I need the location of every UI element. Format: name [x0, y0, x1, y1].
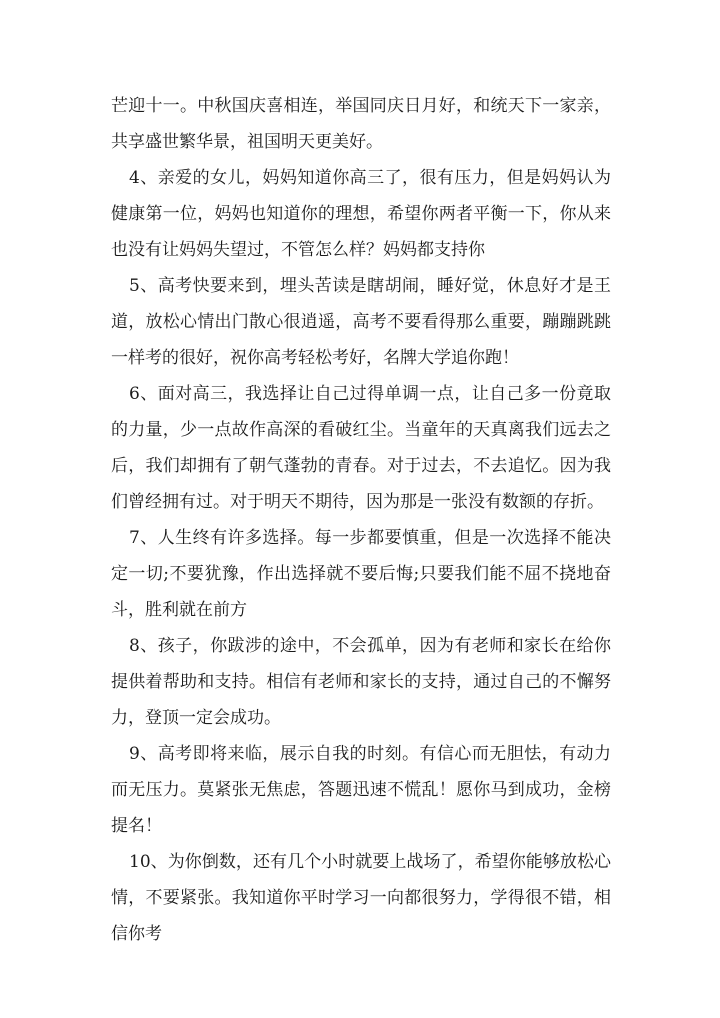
paragraph-item-9: 9、高考即将来临，展示自我的时刻。有信心而无胆怯，有动力而无压力。莫紧张无焦虑，答题迅速不慌乱！愿你马到成功，金榜提名！ — [111, 744, 611, 836]
paragraph-item-4: 4、亲爱的女儿，妈妈知道你高三了，很有压力，但是妈妈认为健康第一位，妈妈也知道你的理想，希望你两者平衡一下，你从来也没有让妈妈失望过，不管怎么样？妈妈都支持你 — [111, 168, 611, 260]
paragraph-item-8: 8、孩子，你跋涉的途中，不会孤单，因为有老师和家长在给你提供着帮助和支持。相信有老师和家长的支持，通过自己的不懈努力，登顶一定会成功。 — [111, 636, 611, 728]
paragraph-item-7: 7、人生终有许多选择。每一步都要慎重，但是一次选择不能决定一切;不要犹豫，作出选择就不要后悔;只要我们能不屈不挠地奋斗，胜利就在前方 — [111, 528, 611, 620]
paragraph-item-6: 6、面对高三，我选择让自己过得单调一点，让自己多一份竟取的力量，少一点故作高深的看破红尘。当童年的天真离我们远去之后，我们却拥有了朝气蓬勃的青春。对于过去，不去追忆。因为我们曾经拥有过。对于明天不期待，因为那是一张没有数额的存折。 — [111, 384, 611, 512]
paragraph-item-5: 5、高考快要来到，埋头苦读是瞎胡闹，睡好觉，休息好才是王道，放松心情出门散心很逍遥，高考不要看得那么重要，蹦蹦跳跳一样考的很好，祝你高考轻松考好，名牌大学追你跑！ — [111, 276, 611, 368]
document-body — [111, 88, 611, 952]
paragraph-continuation: 芒迎十一。中秋国庆喜相连，举国同庆日月好，和统天下一家亲，共享盛世繁华景，祖国明天更美好。 — [111, 96, 611, 152]
paragraph-item-10: 10、为你倒数，还有几个小时就要上战场了，希望你能够放松心情，不要紧张。我知道你平时学习一向都很努力，学得很不错，相信你考 — [111, 852, 611, 944]
